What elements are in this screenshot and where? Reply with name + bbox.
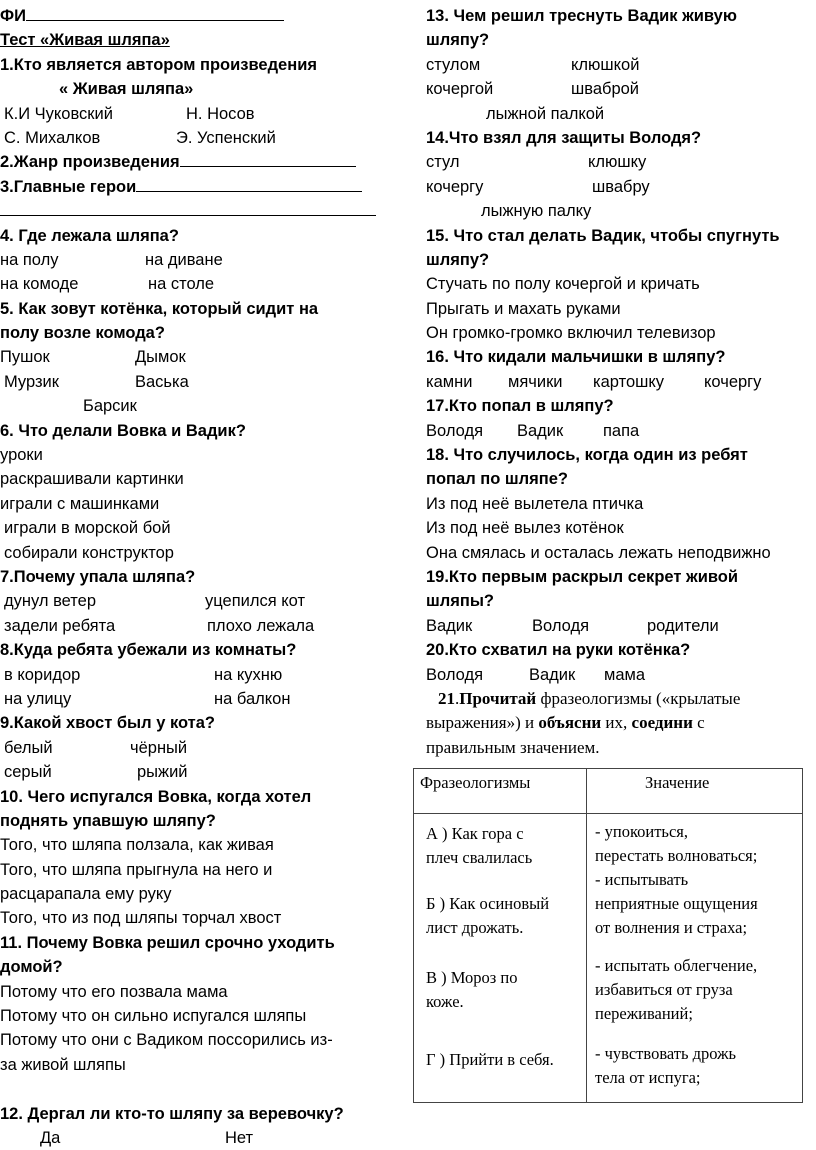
q18-title: 18. Что случилось, когда один из ребят <box>426 446 748 465</box>
q14-option[interactable]: швабру <box>592 177 650 196</box>
q13-row3 <box>426 102 816 126</box>
q10-option[interactable]: Того, что шляпа прыгнула на него и <box>0 860 273 879</box>
q3-title: 3.Главные герои <box>0 177 137 196</box>
phraseology-table <box>413 768 803 1103</box>
q8-title: 8.Куда ребята убежали из комнаты? <box>0 641 297 660</box>
q2-line <box>0 150 402 174</box>
q7-option[interactable]: уцепился кот <box>205 592 306 611</box>
q13-option[interactable]: стулом <box>426 55 481 74</box>
q21-line2 <box>426 711 816 735</box>
fi-blank[interactable] <box>26 4 284 21</box>
q7-option[interactable]: дунул ветер <box>4 592 97 611</box>
phrase-c-line2: коже. <box>426 992 464 1011</box>
q6-option[interactable]: уроки <box>0 446 43 465</box>
q13-title: 13. Чем решил треснуть Вадик живую <box>426 7 737 25</box>
q13-option[interactable]: шваброй <box>571 80 640 99</box>
q6-option[interactable]: раскрашивали картинки <box>0 470 184 489</box>
q21-word-explain: объясни <box>538 713 602 733</box>
meaning-3-line3: переживаний; <box>595 1004 693 1023</box>
q13-row2 <box>426 77 816 101</box>
q19-option[interactable]: Вадик <box>426 616 473 635</box>
q9-row1 <box>0 736 402 760</box>
q11-option[interactable]: Потому что они с Вадиком поссорились из- <box>0 1031 333 1050</box>
q19-option[interactable]: Володя <box>532 616 590 635</box>
left-column <box>0 0 402 1146</box>
q8-option[interactable]: на улицу <box>4 689 72 708</box>
q20-option[interactable]: Володя <box>426 665 484 684</box>
q17-option[interactable]: Вадик <box>517 421 564 440</box>
q4-option[interactable]: на диване <box>145 250 223 269</box>
meaning-2-line1: - испытывать <box>595 870 689 889</box>
q11-title: 11. Почему Вовка решил срочно уходить <box>0 933 335 952</box>
meanings-cell <box>587 814 803 1103</box>
q5-row1 <box>0 345 402 369</box>
phrase-b[interactable] <box>426 892 580 940</box>
phrase-c[interactable] <box>426 966 580 1014</box>
q5-option[interactable]: Васька <box>135 372 189 391</box>
meaning-2-line2: неприятные ощущения <box>595 894 758 913</box>
q10-option[interactable]: Того, что шляпа ползала, как живая <box>0 836 274 855</box>
q19-title: 19.Кто первым раскрыл секрет живой <box>426 567 739 586</box>
q18-option[interactable]: Из под неё вылез котёнок <box>426 519 624 538</box>
q18-option[interactable]: Она смялась и осталась лежать неподвижно <box>426 543 771 562</box>
q1-row2 <box>0 126 402 150</box>
test-title: Тест «Живая шляпа» <box>0 31 170 50</box>
q14-option[interactable]: кочергу <box>426 177 484 196</box>
q2-title: 2.Жанр произведения <box>0 153 180 172</box>
q5-row3 <box>0 394 402 418</box>
q19-option[interactable]: родители <box>647 616 719 635</box>
q7-row2 <box>0 614 402 638</box>
q5-option[interactable]: Барсик <box>83 397 137 416</box>
q19-row1 <box>426 614 816 638</box>
phrase-a-line2: плеч свалилась <box>426 848 533 867</box>
q10-option[interactable]: Того, что из под шляпы торчал хвост <box>0 909 282 928</box>
q13-option[interactable]: лыжной палкой <box>486 104 605 123</box>
q8-option[interactable]: на кухню <box>214 665 283 684</box>
q4-row1 <box>0 248 402 272</box>
q6-option[interactable]: собирали конструктор <box>4 543 174 562</box>
q7-row1 <box>0 589 402 613</box>
fi-label: ФИ <box>0 7 26 25</box>
q11-option-cont[interactable]: за живой шляпы <box>0 1055 126 1074</box>
q8-row2 <box>0 687 402 711</box>
table-row <box>414 814 803 1103</box>
q3-line <box>0 175 402 199</box>
q8-option[interactable]: на балкон <box>214 689 291 708</box>
q16-row1 <box>426 370 816 394</box>
q21-text: их, <box>601 713 632 733</box>
q1-title2: « Живая шляпа» <box>59 80 194 99</box>
q7-title: 7.Почему упала шляпа? <box>0 567 196 586</box>
meaning-3[interactable] <box>595 954 796 1026</box>
meaning-2-line3: от волнения и страха; <box>595 918 748 937</box>
q12-title: 12. Дергал ли кто-то шляпу за веревочку? <box>0 1104 344 1123</box>
meaning-4-line2: тела от испуга; <box>595 1068 701 1087</box>
meaning-1-line2: перестать волноваться; <box>595 846 758 865</box>
q15-title2: шляпу? <box>426 250 490 269</box>
meaning-3-line2: избавиться от груза <box>595 980 733 999</box>
q16-option[interactable]: кочергу <box>704 372 762 391</box>
q2-blank[interactable] <box>180 150 356 167</box>
q21-number: 21 <box>438 688 455 708</box>
q13-row1 <box>426 53 816 77</box>
q14-option[interactable]: клюшку <box>588 153 647 172</box>
q11-option[interactable]: Потому что он сильно испугался шляпы <box>0 1007 307 1026</box>
q18-option[interactable]: Из под неё вылетела птичка <box>426 494 644 513</box>
q5-title2: полу возле комода? <box>0 324 165 343</box>
q14-row2 <box>426 175 816 199</box>
q21-word-connect: соедини <box>631 713 693 733</box>
q9-title: 9.Какой хвост был у кота? <box>0 714 216 733</box>
phrase-c-line1: В ) Мороз по <box>426 968 518 987</box>
q4-title: 4. Где лежала шляпа? <box>0 226 179 245</box>
q8-row1 <box>0 663 402 687</box>
q5-row2 <box>0 370 402 394</box>
q10-title: 10. Чего испугался Вовка, когда хотел <box>0 787 312 806</box>
q17-option[interactable]: папа <box>603 421 640 440</box>
fi-line <box>0 4 402 28</box>
q16-title: 16. Что кидали мальчишки в шляпу? <box>426 348 726 367</box>
q15-title: 15. Что стал делать Вадик, чтобы спугнуть <box>426 226 780 245</box>
meaning-3-line1: - испытать облегчение, <box>595 956 758 975</box>
q9-option[interactable]: серый <box>4 763 52 782</box>
q21-word-read: Прочитай <box>459 688 537 708</box>
meaning-1-line1: - упокоиться, <box>595 822 688 841</box>
q10-option-cont[interactable]: расцарапала ему руку <box>0 885 172 904</box>
phrase-b-line1: Б ) Как осиновый <box>426 894 550 913</box>
q6-option[interactable]: играли с машинками <box>0 494 160 513</box>
q6-option[interactable]: играли в морской бой <box>4 519 171 538</box>
q3-blank-row <box>0 199 402 223</box>
q15-option[interactable]: Он громко-громко включил телевизор <box>426 324 716 343</box>
table-header-meanings: Значение <box>587 769 803 814</box>
q3-blank2[interactable] <box>0 199 376 216</box>
meaning-2[interactable] <box>595 868 796 940</box>
phrase-d[interactable]: Г ) Прийти в себя. <box>426 1050 554 1069</box>
table-header-row <box>414 769 803 814</box>
q18-title2: попал по шляпе? <box>426 470 568 489</box>
q1-option[interactable]: С. Михалков <box>4 128 101 147</box>
q4-option[interactable]: на полу <box>0 250 59 269</box>
q21-text: с <box>692 713 705 733</box>
phrase-b-line2: лист дрожать. <box>426 918 524 937</box>
q20-option[interactable]: Вадик <box>529 665 576 684</box>
meaning-4-line1: - чувствовать дрожь <box>595 1044 737 1063</box>
q13-title2: шляпу? <box>426 31 490 50</box>
q16-option[interactable]: мячики <box>508 372 563 391</box>
q5-option[interactable]: Мурзик <box>4 372 59 391</box>
q21-line1 <box>426 687 816 711</box>
q11-title2: домой? <box>0 958 63 977</box>
q8-option[interactable]: в коридор <box>4 665 81 684</box>
table-header-phrases: Фразеологизмы <box>414 769 587 814</box>
q14-option[interactable]: лыжную палку <box>481 202 592 221</box>
q10-title2: поднять упавшую шляпу? <box>0 811 216 830</box>
q6-title: 6. Что делали Вовка и Вадик? <box>0 421 246 440</box>
phrase-a-line1: А ) Как гора с <box>426 824 524 843</box>
q14-row1 <box>426 150 816 174</box>
spacer <box>0 1077 402 1101</box>
q21-line3: правильным значением. <box>426 737 600 757</box>
q5-title: 5. Как зовут котёнка, который сидит на <box>0 299 319 318</box>
q17-row1 <box>426 419 816 443</box>
q1-option[interactable]: Н. Носов <box>186 104 255 123</box>
q14-title: 14.Что взял для защиты Володя? <box>426 128 702 147</box>
q20-title: 20.Кто схватил на руки котёнка? <box>426 641 691 660</box>
q16-option[interactable]: камни <box>426 372 473 391</box>
q9-option[interactable]: рыжий <box>137 763 188 782</box>
q7-option[interactable]: плохо лежала <box>207 616 315 635</box>
q15-option[interactable]: Прыгать и махать руками <box>426 299 621 318</box>
q13-option[interactable]: клюшкой <box>571 55 640 74</box>
q11-option[interactable]: Потому что его позвала мама <box>0 982 228 1001</box>
q5-option[interactable]: Пушок <box>0 348 50 367</box>
q9-option[interactable]: чёрный <box>130 738 188 757</box>
q20-option[interactable]: мама <box>604 665 646 684</box>
q4-option[interactable]: на комоде <box>0 275 79 294</box>
q9-row2 <box>0 760 402 784</box>
q12-option[interactable]: Да <box>40 1128 61 1147</box>
q1-option[interactable]: Э. Успенский <box>176 128 276 147</box>
q16-option[interactable]: картошку <box>593 372 665 391</box>
q3-blank[interactable] <box>136 175 362 192</box>
q17-title: 17.Кто попал в шляпу? <box>426 397 614 416</box>
q4-option[interactable]: на столе <box>148 275 215 294</box>
q17-option[interactable]: Володя <box>426 421 484 440</box>
q4-row2 <box>0 272 402 296</box>
q5-option[interactable]: Дымок <box>135 348 186 367</box>
phrase-a[interactable] <box>426 822 580 870</box>
phrases-cell <box>414 814 587 1103</box>
q19-title2: шляпы? <box>426 592 494 611</box>
q1-row1 <box>0 102 402 126</box>
q7-option[interactable]: задели ребята <box>4 616 116 635</box>
meaning-1[interactable] <box>595 820 796 868</box>
q21-dot: . <box>455 688 460 708</box>
q13-option[interactable]: кочергой <box>426 80 494 99</box>
q1-title: 1.Кто является автором произведения <box>0 55 317 74</box>
q20-row1 <box>426 663 816 687</box>
meaning-4[interactable] <box>595 1042 796 1090</box>
right-column <box>426 0 816 756</box>
q12-row1 <box>0 1126 402 1150</box>
q14-row3 <box>426 199 816 223</box>
q12-option[interactable]: Нет <box>225 1128 254 1147</box>
q21-text: выражения») и <box>426 713 539 733</box>
q15-option[interactable]: Стучать по полу кочергой и кричать <box>426 275 700 294</box>
q21-text: фразеологизмы («крылатые <box>536 688 741 708</box>
q14-option[interactable]: стул <box>426 153 460 172</box>
q1-option[interactable]: К.И Чуковский <box>4 104 113 123</box>
q9-option[interactable]: белый <box>4 738 53 757</box>
